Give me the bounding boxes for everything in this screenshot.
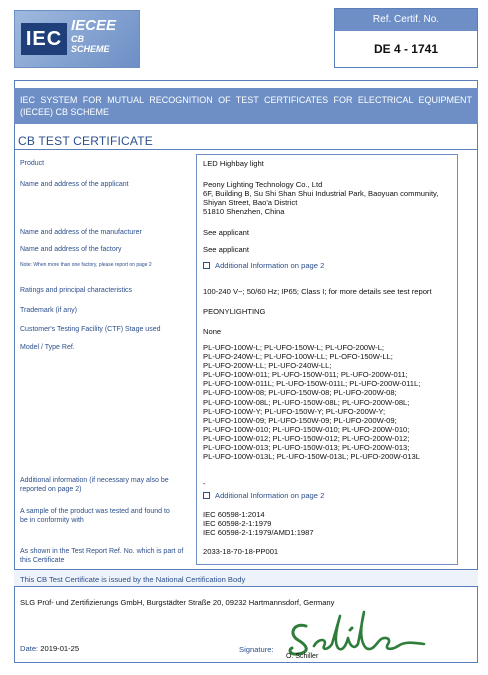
- product-value: LED Highbay light: [203, 159, 264, 168]
- factory-note: Note: When more than one factory, please report on page 2: [20, 262, 152, 268]
- additional-label: Additional information (if necessary may also be reported on page 2): [20, 477, 169, 493]
- standards-label: A sample of the product was tested and found to be in conformity with: [20, 508, 170, 524]
- checkbox-icon[interactable]: [203, 492, 210, 499]
- ref-label: Ref. Certif. No.: [335, 9, 477, 31]
- manufacturer-value: See applicant: [203, 228, 250, 237]
- date-label: Date:: [20, 644, 39, 653]
- manufacturer-label: Name and address of the manufacturer: [20, 229, 142, 236]
- cb-text: CB: [71, 34, 84, 44]
- signer-name: O. Schiller: [286, 653, 319, 660]
- iec-logo: [14, 10, 140, 68]
- model-line: PL-UFO-100W-08L; PL-UFO-150W-08L; PL-UFO-200W-08L;: [203, 397, 410, 407]
- report-label: As shown in the Test Report Ref. No. which is part of this Certificate: [20, 548, 184, 564]
- issued-by-bar: [14, 569, 478, 587]
- standard-line: IEC 60598-1:2014: [203, 510, 265, 519]
- factory-label: Name and address of the factory: [20, 246, 122, 253]
- factory-additional-label: Additional Information on page 2: [215, 261, 325, 270]
- trademark-value: PEONYLIGHTING: [203, 307, 266, 316]
- checkbox-icon[interactable]: [203, 262, 210, 269]
- ref-number: DE 4 - 1741: [373, 42, 439, 56]
- standard-line: IEC 60598-2-1:1979/AMD1:1987: [203, 528, 314, 537]
- factory-additional-info[interactable]: [203, 261, 461, 270]
- model-label: Model / Type Ref.: [20, 344, 75, 351]
- additional-check-label: Additional Information on page 2: [215, 491, 325, 500]
- issuer-address: SLG Prüf- und Zertifizierungs GmbH, Burgstädter Straße 20, 09232 Hartmannsdorf, Germany: [20, 598, 335, 607]
- model-line: PL-UFO-100W-L; PL-UFO-150W-L; PL-UFO-200W-L;: [203, 343, 385, 352]
- ctf-value: None: [203, 327, 222, 336]
- scheme-text: SCHEME: [71, 44, 110, 54]
- applicant-line: 51810 Shenzhen, China: [203, 207, 285, 216]
- title-divider: [14, 149, 478, 150]
- date-field: [20, 644, 79, 653]
- additional-info-check[interactable]: [203, 491, 461, 500]
- scheme-header: IEC SYSTEM FOR MUTUAL RECOGNITION OF TEST CERTIFICATES FOR ELECTRICAL EQUIPMENT (IECEE) CB SCHEME: [14, 88, 478, 124]
- model-list: [203, 343, 461, 461]
- iecee-mark: [71, 17, 133, 61]
- standards-list: [203, 510, 461, 537]
- model-line: PL-UFO-100W-011; PL-UFO-150W-011; PL-UFO-200W-011;: [203, 370, 408, 380]
- model-line: PL-UFO-100W-010; PL-UFO-150W-010; PL-UFO-200W-010;: [203, 424, 410, 434]
- report-value: 2033-18-70-18-PP001: [203, 547, 279, 556]
- model-line: PL-UFO-100W-08; PL-UFO-150W-08; PL-UFO-200W-08;: [203, 388, 397, 398]
- model-line: PL-UFO-100W-012; PL-UFO-150W-012; PL-UFO-200W-012;: [203, 433, 410, 443]
- iecee-text: IECEE: [71, 17, 117, 34]
- certificate-title: CB TEST CERTIFICATE: [18, 134, 153, 148]
- standard-line: IEC 60598-2-1:1979: [203, 519, 272, 528]
- applicant-line: 6F, Building B, Su Shi Shan Shui Industrial Park, Baoyuan community,: [203, 189, 439, 198]
- signature-label: Signature:: [239, 645, 274, 654]
- applicant-label: Name and address of the applicant: [20, 181, 129, 188]
- model-line: PL-UFO-100W-09; PL-UFO-150W-09; PL-UFO-200W-09;: [203, 415, 397, 425]
- date-value: 2019-01-25: [40, 644, 80, 653]
- factory-value: See applicant: [203, 245, 250, 254]
- model-line: PL-UFO-100W-013; PL-UFO-150W-013; PL-UFO-200W-013;: [203, 443, 410, 453]
- model-line: PL-UFO-200W-LL; PL-UFO-240W-LL;: [203, 361, 332, 371]
- iec-mark: IEC: [21, 23, 67, 55]
- model-line: PL-UFO-100W-Y; PL-UFO-150W-Y; PL-UFO-200W-Y;: [203, 406, 386, 416]
- ratings-value: 100-240 V~; 50/60 Hz; IP65; Class I; for more details see test report: [203, 287, 432, 296]
- model-line: PL-UFO-100W-011L; PL-UFO-150W-011L; PL-UFO-200W-011L;: [203, 379, 421, 389]
- ctf-label: Customer's Testing Facility (CTF) Stage used: [20, 326, 161, 333]
- issued-by-text: This CB Test Certificate is issued by the National Certification Body: [20, 575, 246, 584]
- product-label: Product: [20, 160, 45, 167]
- model-line: PL-UFO-240W-L; PL-UFO-100W-LL; PL-OFO-150W-LL;: [203, 352, 393, 362]
- ratings-label: Ratings and principal characteristics: [20, 287, 133, 294]
- applicant-address: [203, 180, 461, 216]
- additional-dash: -: [203, 479, 206, 488]
- trademark-label: Trademark (if any): [20, 307, 77, 314]
- applicant-line: Shiyan Street, Bao'a District: [203, 198, 298, 207]
- ref-certificate-box: [334, 8, 478, 68]
- model-line: PL-UFO-100W-013L; PL-UFO-150W-013L; PL-UFO-200W-013L: [203, 452, 420, 462]
- applicant-line: Peony Lighting Technology Co., Ltd: [203, 180, 323, 189]
